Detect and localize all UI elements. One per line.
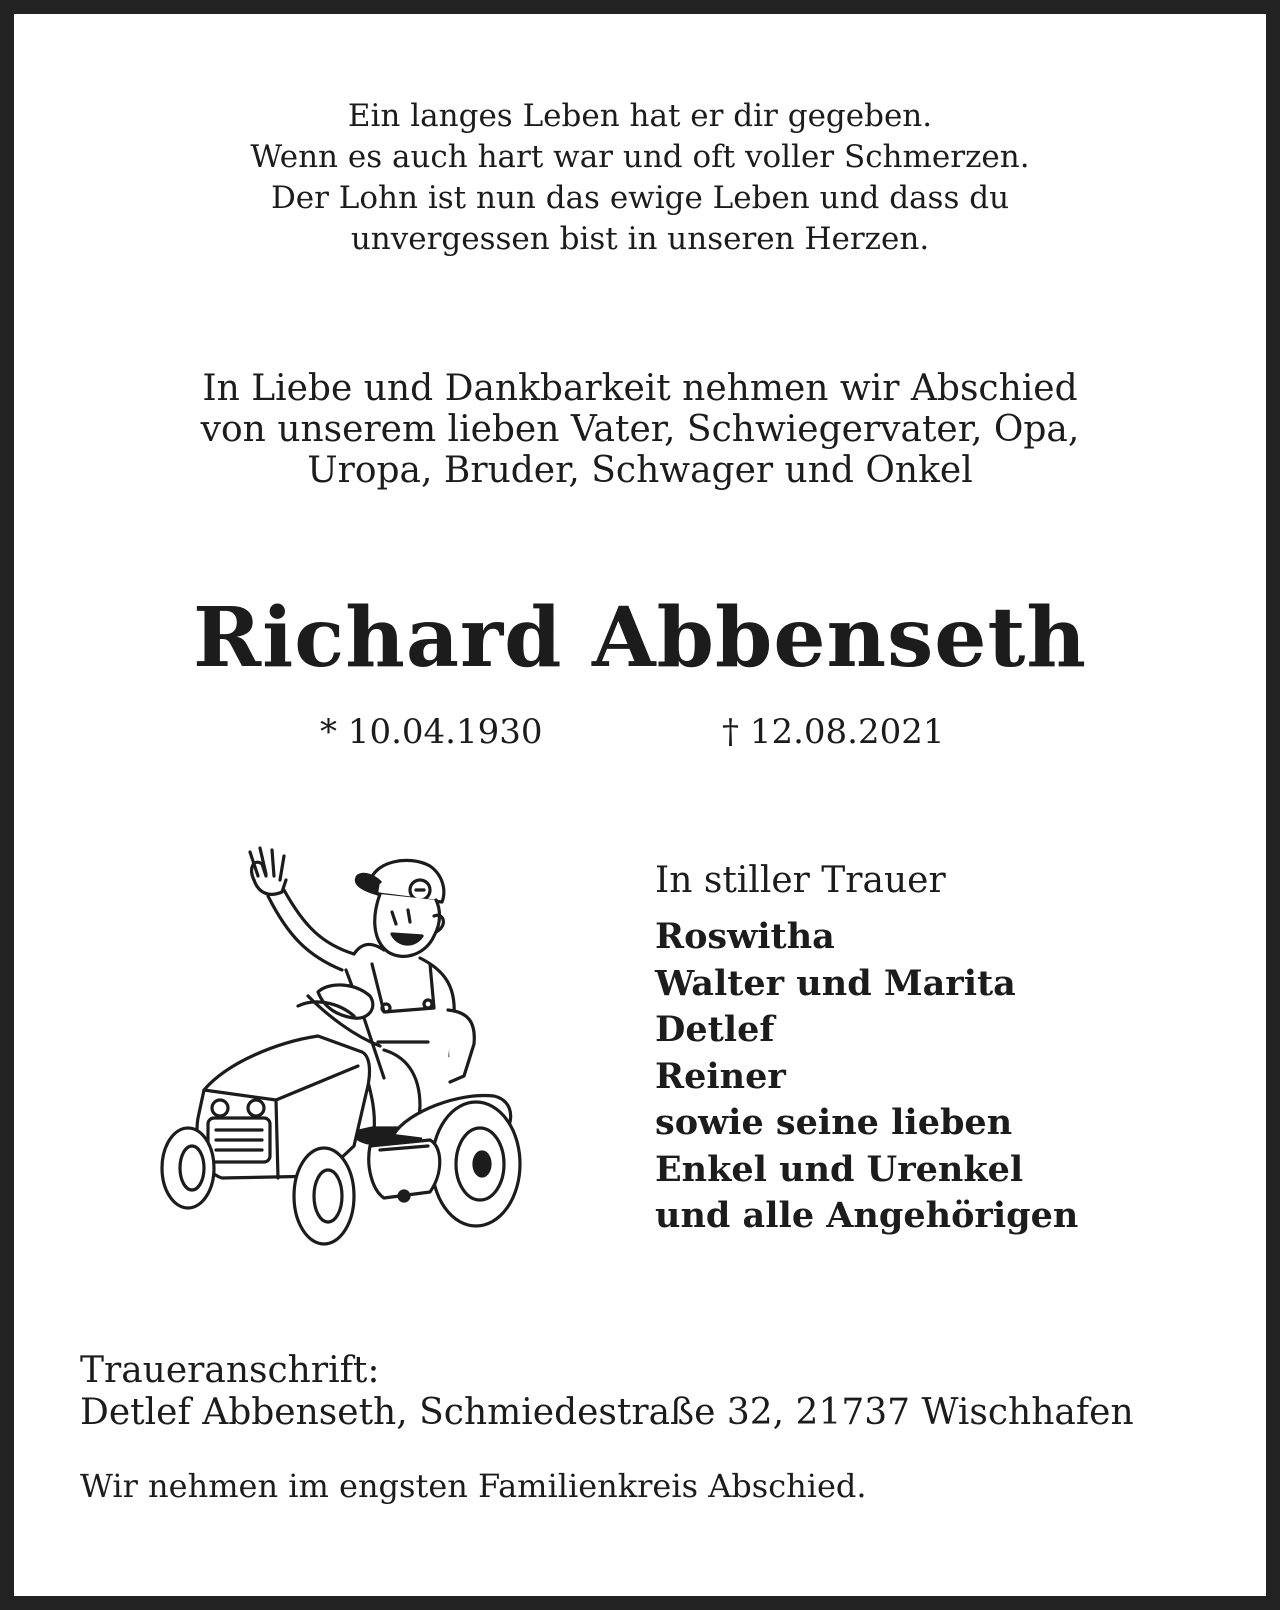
address-line: Detlef Abbenseth, Schmiedestraße 32, 21737 Wischhafen xyxy=(80,1392,1134,1433)
mourner-name: sowie seine lieben xyxy=(655,1102,1013,1143)
mourner-name: Roswitha xyxy=(655,916,835,957)
mourner-name: und alle Angehörigen xyxy=(655,1195,1079,1236)
mourning-address xyxy=(80,1350,1134,1434)
poem-line: Der Lohn ist nun das ewige Leben und dass du xyxy=(270,180,1010,216)
birth-date: * 10.04.1930 xyxy=(320,712,543,752)
poem xyxy=(0,96,1280,260)
mourner-name: Walter und Marita xyxy=(655,962,1016,1004)
closing-note: Wir nehmen im engsten Familienkreis Abschied. xyxy=(80,1467,867,1505)
intro-line: In Liebe und Dankbarkeit nehmen wir Abschied xyxy=(202,368,1078,409)
address-label: Traueranschrift: xyxy=(80,1350,380,1391)
mourners-heading: In stiller Trauer xyxy=(655,860,946,901)
poem-line: Ein langes Leben hat er dir gegeben. xyxy=(347,98,933,134)
poem-line: unvergessen bist in unseren Herzen. xyxy=(350,221,930,257)
man-on-riding-mower-illustration xyxy=(158,846,534,1256)
mourner-name: Enkel und Urenkel xyxy=(655,1148,1024,1190)
poem-line: Wenn es auch hart war und oft voller Schmerzen. xyxy=(250,139,1030,175)
death-date: † 12.08.2021 xyxy=(722,712,945,752)
mourners-list xyxy=(655,858,1078,1240)
farewell-intro xyxy=(0,368,1280,491)
intro-line: Uropa, Bruder, Schwager und Onkel xyxy=(307,450,973,491)
intro-line: von unserem lieben Vater, Schwiegervater, Opa, xyxy=(200,409,1080,450)
mourner-name: Detlef xyxy=(655,1009,775,1050)
deceased-name: Richard Abbenseth xyxy=(193,590,1087,686)
mourner-name: Reiner xyxy=(655,1055,786,1097)
